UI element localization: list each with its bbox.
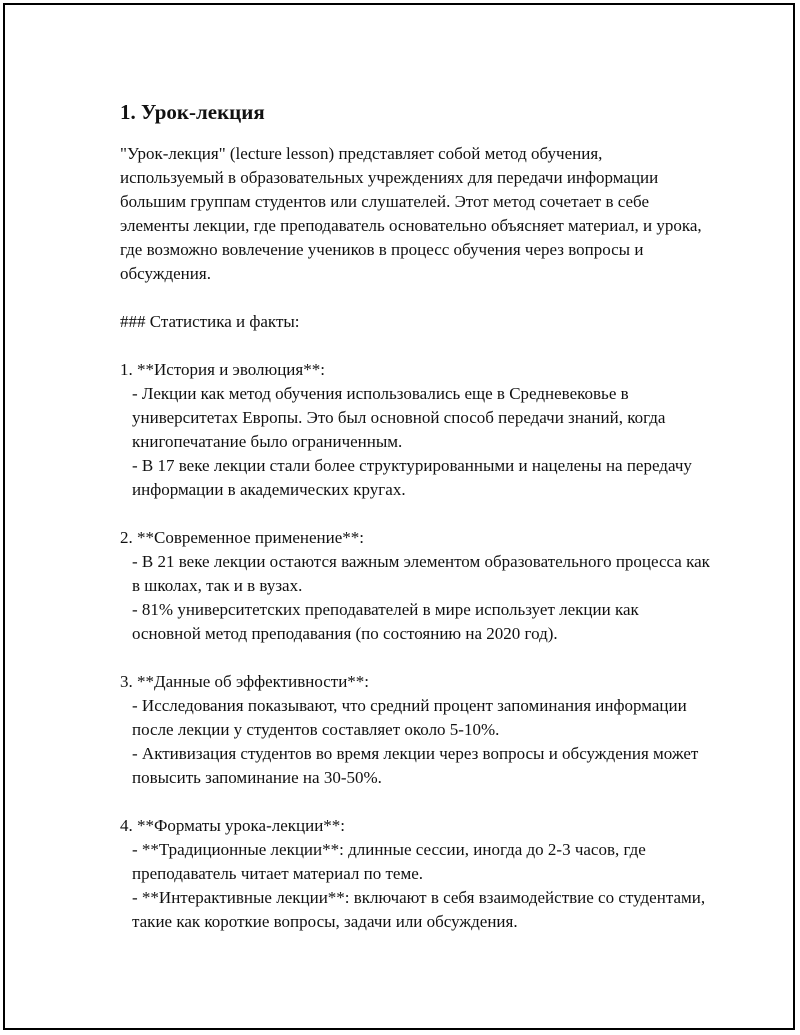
list-item-bullet: - **Интерактивные лекции**: включают в себя взаимодействие со студентами, такие как короткие вопросы, задачи или обсуждения. xyxy=(132,888,710,931)
document-content xyxy=(120,100,715,934)
facts-list xyxy=(120,358,715,934)
list-item xyxy=(120,814,710,934)
list-item-bullet: - **Традиционные лекции**: длинные сессии, иногда до 2-3 часов, где преподаватель читает материал по теме. xyxy=(132,840,651,883)
list-item-bullet: - 81% университетских преподавателей в мире использует лекции как основной метод преподавания (по состоянию на 2020 год). xyxy=(132,600,644,643)
list-item xyxy=(120,358,710,502)
list-item xyxy=(120,526,715,646)
list-item-bullet: - Лекции как метод обучения использовались еще в Средневековье в университетах Европы. Это был основной способ передачи знаний, когда книгопечатание было ограниченным. xyxy=(132,384,670,451)
list-item-heading: 3. **Данные об эффективности**: xyxy=(120,672,370,691)
list-item xyxy=(120,670,710,790)
document-page xyxy=(3,3,795,1030)
list-item-heading: 1. **История и эволюция**: xyxy=(120,360,325,379)
list-item-heading: 4. **Форматы урока-лекции**: xyxy=(120,816,346,835)
list-item-bullet: - Активизация студентов во время лекции через вопросы и обсуждения может повысить запоминание на 30-50%. xyxy=(132,744,703,787)
list-item-bullet: - Исследования показывают, что средний процент запоминания информации после лекции у студентов составляет около 5-10%. xyxy=(132,696,691,739)
list-item-bullet: - В 17 веке лекции стали более структурированными и нацелены на передачу информации в академических кругах. xyxy=(132,456,697,499)
section-heading: ### Статистика и факты: xyxy=(120,312,300,331)
list-item-bullet: - В 21 веке лекции остаются важным элементом образовательного процесса как в школах, так и в вузах. xyxy=(132,552,715,595)
list-item-heading: 2. **Современное применение**: xyxy=(120,528,365,547)
intro-paragraph: "Урок-лекция" (lecture lesson) представляет собой метод обучения, используемый в образовательных учреждениях для передачи информации большим группам студентов или слушателей. Этот метод сочетает в себе элементы лекции, где преподаватель основательно объясняет материал, и урока, где возможно вовлечение учеников в процесс обучения через вопросы и обсуждения. xyxy=(120,144,706,283)
page-title: 1. Урок-лекция xyxy=(120,100,265,124)
